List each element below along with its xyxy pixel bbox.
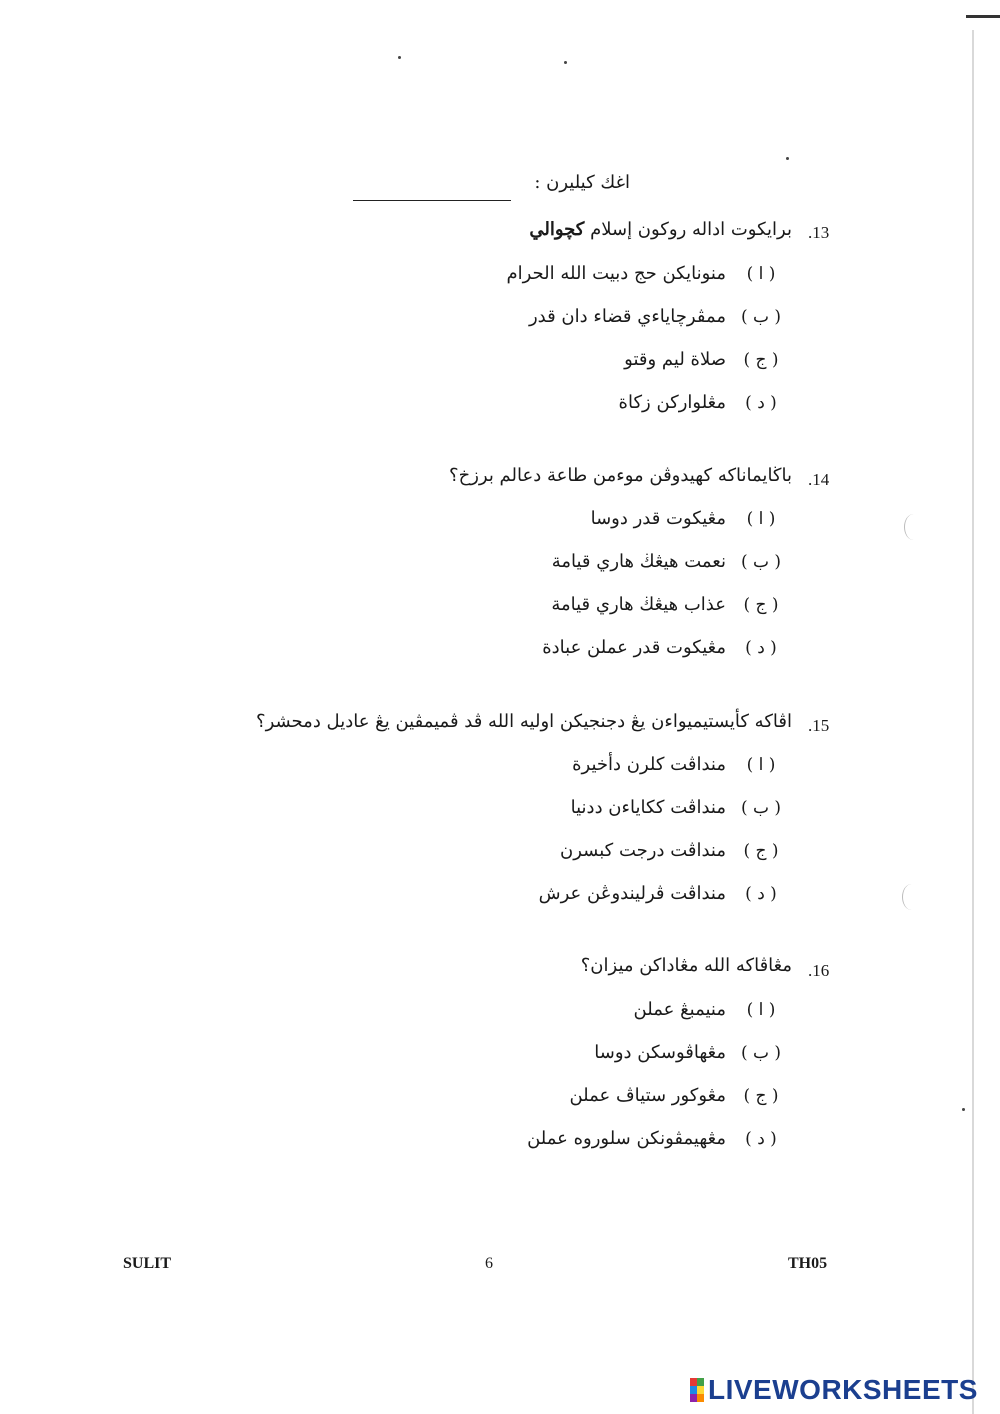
option-label: ( ج ) — [743, 840, 779, 861]
option-text: منداڤت ڤرليندوڠن عرش — [538, 883, 726, 904]
option-text: منداڤت كلرن دأخيرة — [572, 754, 726, 775]
question-number: .14 — [808, 470, 830, 489]
option-text: مڠيكوت قدر عملن عبادة — [542, 637, 726, 658]
question-number: .16 — [808, 961, 830, 980]
question-text: مڠاڤاكه الله مڠاداكن ميزان؟ — [580, 955, 792, 976]
scan-mark — [966, 15, 1000, 18]
question-number: .15 — [808, 716, 830, 735]
option-label: ( د ) — [745, 392, 777, 413]
name-label: اغك كيليرن : — [534, 172, 630, 193]
option-label: ( ا ) — [746, 754, 776, 775]
option-label: ( ب ) — [740, 797, 782, 818]
option-label: ( د ) — [745, 637, 777, 658]
scan-smudge — [904, 514, 923, 540]
option-label: ( ج ) — [743, 1085, 779, 1106]
liveworksheets-logo-icon — [690, 1378, 704, 1402]
option-text: نعمت هيڠڬ هاري قيامة — [551, 551, 726, 572]
option-text: مڠهاڤوسكن دوسا — [594, 1042, 726, 1063]
brand-wordmark: LIVEWORKSHEETS — [708, 1374, 978, 1405]
option-text: منيمبڠ عملن — [633, 999, 726, 1020]
option-text: منداڤت درجت كبسرن — [560, 840, 726, 861]
paper-code: TH05 — [788, 1255, 828, 1272]
scan-speck — [398, 56, 401, 59]
option-text: مڠوكور ستياڤ عملن — [569, 1085, 726, 1106]
answer-option[interactable] — [569, 1085, 784, 1106]
option-text: ممڤرچاياءي قضاء دان قدر — [528, 306, 726, 327]
option-label: ( د ) — [745, 883, 777, 904]
option-label: ( ب ) — [740, 1042, 782, 1063]
option-text: مڠيكوت قدر دوسا — [590, 508, 726, 529]
answer-option[interactable] — [571, 797, 784, 818]
page-edge — [972, 30, 974, 1414]
option-label: ( د ) — [745, 1128, 777, 1149]
answer-option[interactable] — [634, 999, 784, 1020]
answer-option[interactable] — [542, 637, 784, 658]
option-label: ( ج ) — [743, 594, 779, 615]
answer-option[interactable] — [619, 392, 784, 413]
scan-speck — [962, 1108, 965, 1111]
footer-classification: SULIT — [123, 1255, 172, 1272]
answer-option[interactable] — [506, 263, 784, 284]
option-label: ( ا ) — [746, 999, 776, 1020]
option-text: مڠهيمڤونكن سلوروه عملن — [527, 1128, 726, 1149]
question-text: باڬايماناكه كهيدوڤن موءمن طاعة دعالم برزخ؟ — [449, 465, 792, 486]
answer-option[interactable] — [551, 594, 784, 615]
answer-option[interactable] — [591, 508, 784, 529]
answer-option[interactable] — [539, 883, 784, 904]
option-label: ( ب ) — [740, 551, 782, 572]
name-blank-line — [353, 200, 511, 201]
option-text: منداڤت ككاياءن ددنيا — [570, 797, 726, 818]
option-label: ( ا ) — [746, 508, 776, 529]
answer-option[interactable] — [572, 754, 784, 775]
option-label: ( ج ) — [743, 349, 779, 370]
answer-option[interactable] — [529, 306, 784, 327]
answer-option[interactable] — [527, 1128, 784, 1149]
answer-option[interactable] — [552, 551, 784, 572]
option-text: مڠلواركن زكاة — [618, 392, 726, 413]
answer-option[interactable] — [560, 840, 784, 861]
liveworksheets-brand[interactable] — [690, 1373, 978, 1407]
name-field — [350, 172, 640, 204]
option-text: صلاة ليم وقتو — [624, 349, 726, 370]
answer-option[interactable] — [624, 349, 784, 370]
answer-option[interactable] — [594, 1042, 784, 1063]
option-text: عذاب هيڠڬ هاري قيامة — [551, 594, 726, 615]
scan-smudge — [902, 884, 921, 910]
question-emphasis: كچوالي — [529, 219, 585, 240]
option-label: ( ب ) — [740, 306, 782, 327]
page-number: 6 — [485, 1255, 493, 1272]
question-text: اڤاكه كأيستيميواءن يڠ دجنجيكن اوليه الله ڤد ڤميمڤين يڠ عاديل دمحشر؟ — [256, 711, 792, 732]
option-text: منونايكن حج دبيت الله الحرام — [506, 263, 726, 284]
scan-speck — [564, 61, 567, 64]
question-number: .13 — [808, 223, 830, 242]
scan-speck — [786, 157, 789, 160]
option-label: ( ا ) — [746, 263, 776, 284]
question-text: برايكوت اداله روكون إسلام كچوالي — [529, 219, 792, 240]
